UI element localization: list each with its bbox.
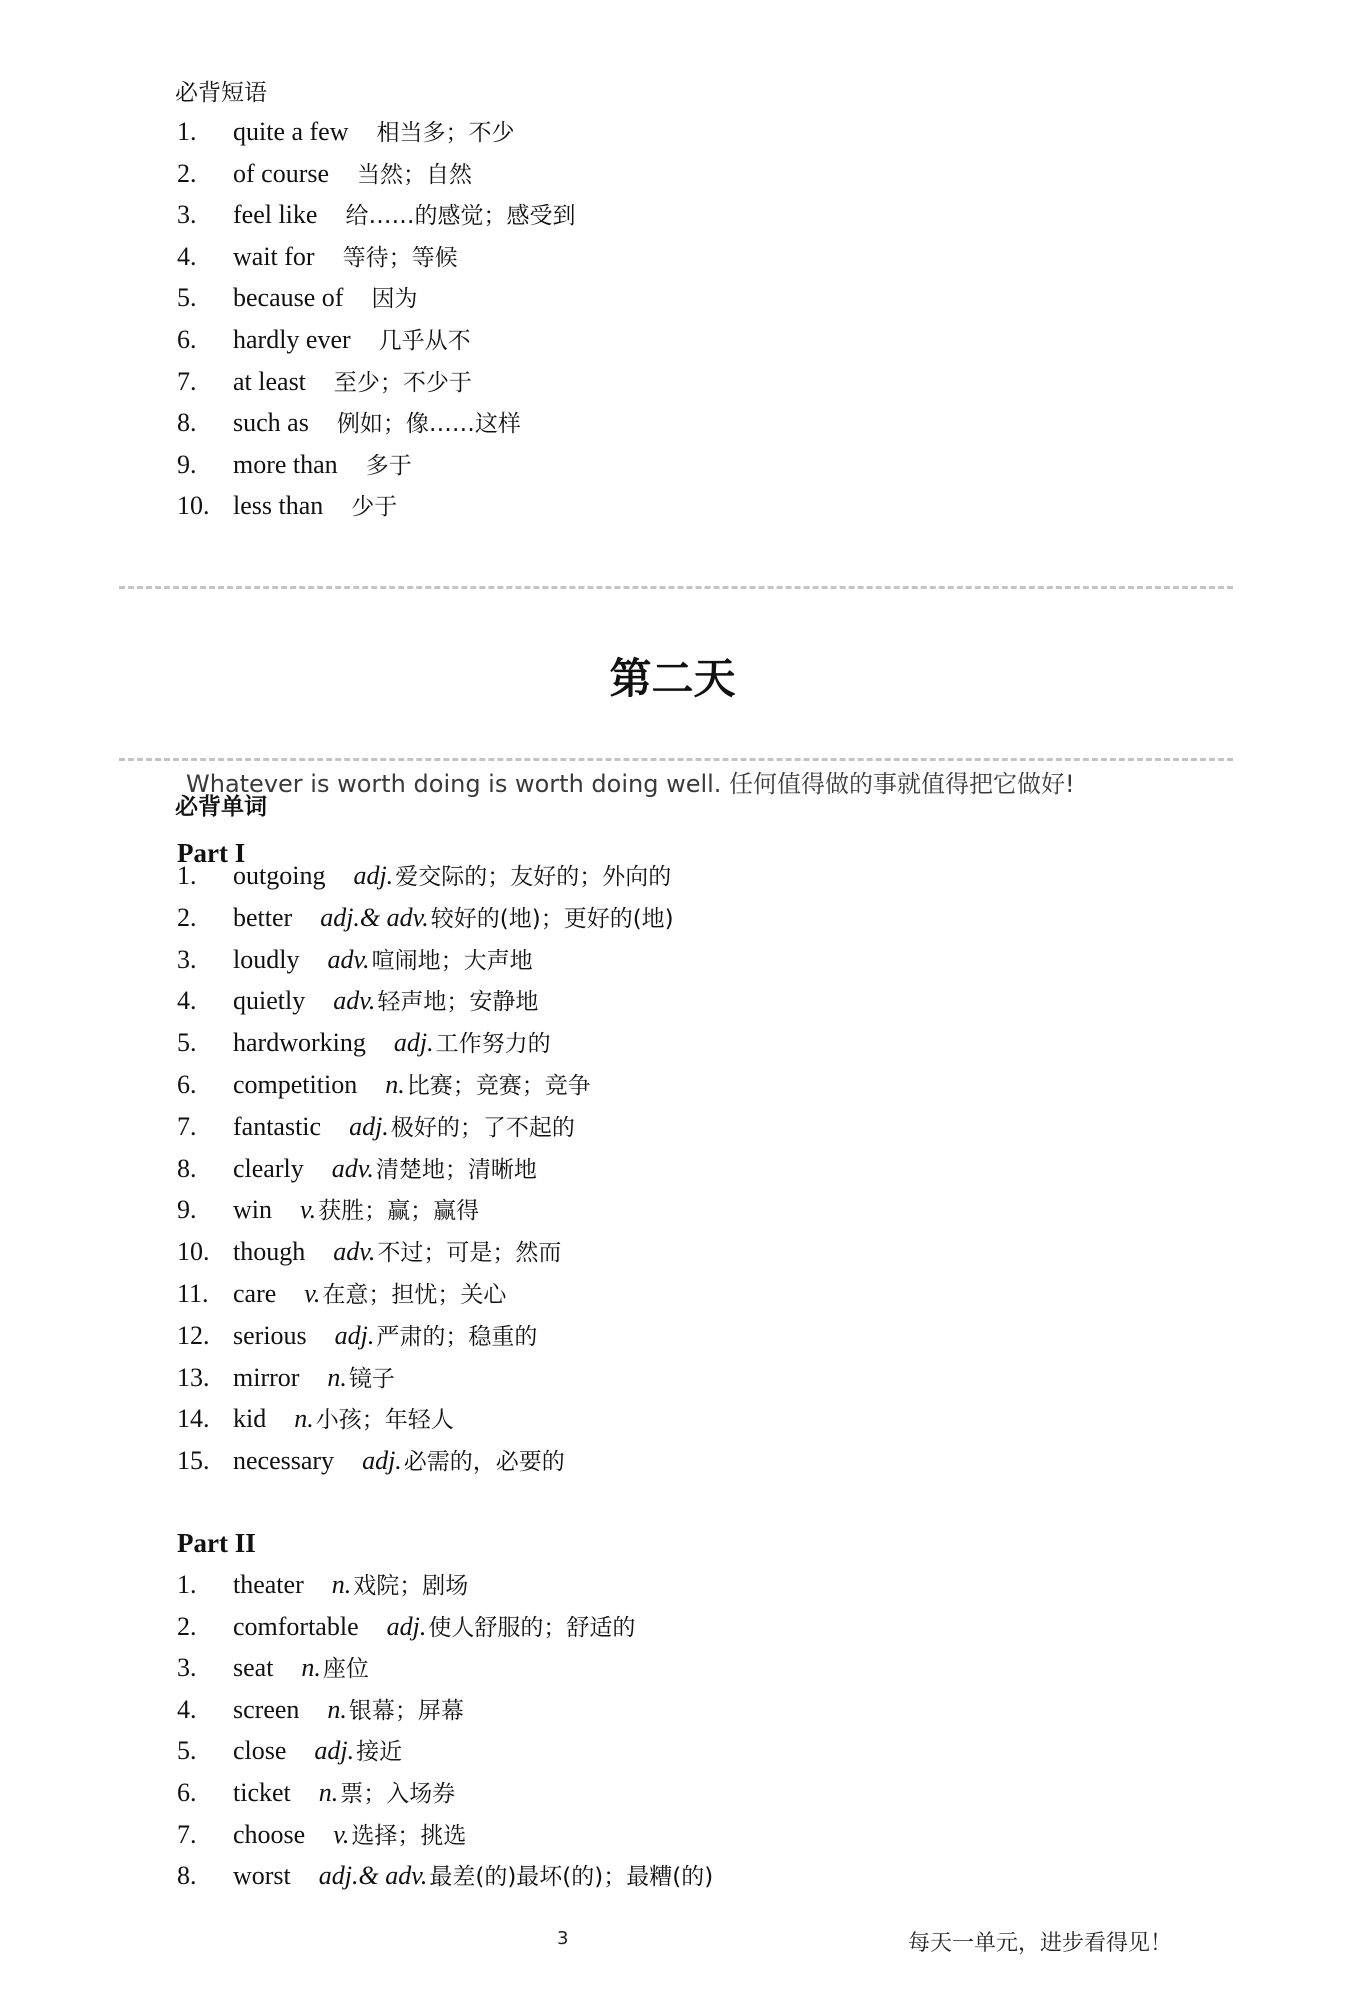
- list-item: [177, 1733, 402, 1775]
- item-number: 6.: [177, 325, 197, 354]
- item-term: of course: [233, 158, 330, 188]
- item-meaning: 接近: [356, 1739, 403, 1766]
- item-part-of-speech: adv.: [327, 944, 370, 974]
- item-number: 12.: [177, 1320, 210, 1350]
- item-number: 10.: [177, 491, 210, 521]
- list-item: [177, 114, 515, 156]
- list-item: [177, 1609, 635, 1651]
- item-number: 3.: [177, 944, 197, 974]
- item-part-of-speech: adj.: [334, 1320, 375, 1350]
- item-number: 3.: [177, 1653, 197, 1683]
- item-term: competition: [233, 1070, 358, 1099]
- list-item: [177, 364, 472, 406]
- item-term: better: [233, 902, 293, 932]
- item-number: 4.: [177, 1694, 197, 1724]
- item-meaning: 因为: [371, 286, 418, 313]
- list-item: [177, 239, 458, 281]
- item-meaning: 极好的；了不起的: [390, 1114, 575, 1141]
- list-item: [177, 322, 471, 364]
- list-item: [177, 1025, 551, 1067]
- item-number: 6.: [177, 1070, 197, 1099]
- item-meaning: 当然；自然: [357, 161, 473, 188]
- list-item: [177, 447, 412, 489]
- list-item: [177, 1192, 479, 1234]
- item-part-of-speech: adj.: [353, 861, 394, 890]
- list-item: [177, 1858, 713, 1900]
- item-term: serious: [233, 1320, 307, 1350]
- item-part-of-speech: adv.: [333, 986, 376, 1016]
- item-meaning: 必需的，必要的: [403, 1449, 565, 1476]
- item-term: seat: [233, 1653, 274, 1683]
- list-item: [177, 858, 671, 900]
- item-number: 9.: [177, 449, 197, 479]
- item-meaning: 比赛；竞赛；竞争: [406, 1073, 591, 1099]
- list-item: [177, 1443, 565, 1485]
- item-meaning: 小孩；年轻人: [315, 1407, 454, 1434]
- item-number: 1.: [177, 861, 197, 890]
- item-number: 5.: [177, 1736, 197, 1766]
- item-number: 10.: [177, 1237, 210, 1267]
- item-part-of-speech: n.: [327, 1362, 347, 1392]
- item-meaning: 获胜；赢；赢得: [318, 1198, 480, 1225]
- item-number: 15.: [177, 1446, 210, 1476]
- item-number: 1.: [177, 117, 197, 146]
- item-term: close: [233, 1736, 287, 1766]
- item-number: 8.: [177, 1153, 197, 1183]
- list-item: [177, 1360, 395, 1402]
- item-part-of-speech: v.: [304, 1279, 321, 1308]
- item-meaning: 银幕；屏幕: [348, 1697, 464, 1724]
- list-item: [177, 1401, 454, 1443]
- item-term: quietly: [233, 986, 306, 1016]
- item-term: screen: [233, 1694, 300, 1724]
- list-item: [177, 900, 674, 942]
- item-part-of-speech: adj.: [362, 1446, 402, 1476]
- item-term: ticket: [233, 1778, 291, 1807]
- item-term: worst: [233, 1861, 291, 1891]
- item-part-of-speech: n.: [294, 1404, 314, 1434]
- list-item: [177, 1318, 537, 1360]
- item-part-of-speech: n.: [331, 1570, 352, 1599]
- item-meaning: 最差(的)最坏(的)；最糟(的): [429, 1864, 714, 1891]
- item-part-of-speech: v.: [300, 1195, 317, 1225]
- list-item: [177, 1151, 537, 1193]
- item-number: 11.: [177, 1279, 209, 1308]
- item-part-of-speech: adv.: [333, 1237, 376, 1267]
- item-part-of-speech: adj.& adv.: [320, 902, 429, 932]
- item-meaning: 使人舒服的；舒适的: [428, 1614, 636, 1641]
- item-number: 6.: [177, 1778, 197, 1807]
- item-number: 7.: [177, 1111, 197, 1141]
- item-meaning: 清楚地；清晰地: [375, 1156, 537, 1183]
- item-term: fantastic: [233, 1111, 322, 1141]
- item-part-of-speech: adv.: [331, 1153, 374, 1183]
- words-heading: 必背单词: [175, 794, 267, 820]
- item-term: wait for: [233, 241, 315, 271]
- item-number: 7.: [177, 1819, 197, 1849]
- item-meaning: 多于: [365, 452, 412, 479]
- list-item: [177, 405, 521, 447]
- item-term: such as: [233, 408, 309, 438]
- item-part-of-speech: adj.: [314, 1736, 355, 1766]
- phrases-heading: 必背短语: [175, 80, 267, 106]
- item-term: though: [233, 1237, 306, 1267]
- item-part-of-speech: adj.& adv.: [318, 1861, 428, 1891]
- item-meaning: 工作努力的: [435, 1031, 551, 1058]
- item-part-of-speech: n.: [318, 1778, 339, 1807]
- list-item: [177, 280, 417, 322]
- item-meaning: 喧闹地；大声地: [371, 947, 533, 974]
- item-meaning: 严肃的；稳重的: [376, 1323, 538, 1350]
- item-meaning: 在意；担忧；关心: [322, 1282, 507, 1308]
- list-item: [177, 1567, 468, 1609]
- item-number: 8.: [177, 408, 197, 438]
- item-term: less than: [233, 491, 324, 521]
- item-meaning: 镜子: [348, 1365, 395, 1392]
- item-term: theater: [233, 1570, 304, 1599]
- item-part-of-speech: n.: [385, 1070, 405, 1099]
- item-meaning: 较好的(地)；更好的(地): [430, 905, 674, 932]
- list-item: [177, 197, 575, 239]
- dashed-divider: [119, 586, 1233, 589]
- item-term: win: [233, 1195, 272, 1225]
- list-item: [177, 1692, 464, 1734]
- item-term: mirror: [233, 1362, 300, 1392]
- item-term: hardworking: [233, 1028, 366, 1058]
- item-number: 2.: [177, 158, 197, 188]
- item-part-of-speech: n.: [301, 1653, 321, 1683]
- list-item: [177, 1109, 575, 1151]
- item-number: 4.: [177, 241, 197, 271]
- item-term: feel like: [233, 200, 318, 230]
- item-term: loudly: [233, 944, 300, 974]
- item-number: 2.: [177, 1611, 197, 1641]
- item-part-of-speech: adj.: [393, 1028, 434, 1058]
- list-item: [177, 488, 397, 530]
- item-meaning: 戏院；剧场: [353, 1573, 469, 1599]
- motto-quote: Whatever is worth doing is worth doing well. 任何值得做的事就值得把它做好!: [186, 770, 1075, 798]
- part-1-label: Part I: [177, 838, 246, 868]
- item-part-of-speech: v.: [333, 1819, 350, 1849]
- item-number: 8.: [177, 1861, 197, 1891]
- item-meaning: 少于: [351, 494, 398, 521]
- item-number: 13.: [177, 1362, 210, 1392]
- list-item: [177, 1067, 591, 1109]
- item-meaning: 几乎从不: [378, 328, 471, 354]
- item-number: 5.: [177, 283, 197, 313]
- list-item: [177, 983, 538, 1025]
- day-title: 第二天: [609, 654, 736, 703]
- item-number: 1.: [177, 1570, 197, 1599]
- item-term: necessary: [233, 1446, 335, 1476]
- list-item: [177, 942, 533, 984]
- item-part-of-speech: n.: [327, 1694, 347, 1724]
- item-number: 5.: [177, 1028, 197, 1058]
- list-item: [177, 156, 472, 198]
- item-number: 7.: [177, 366, 197, 396]
- item-term: more than: [233, 449, 338, 479]
- item-meaning: 至少；不少于: [333, 369, 472, 396]
- item-term: comfortable: [233, 1611, 359, 1641]
- list-item: [177, 1234, 561, 1276]
- item-term: choose: [233, 1819, 306, 1849]
- item-term: because of: [233, 283, 344, 313]
- item-term: kid: [233, 1404, 267, 1434]
- page-number: 3: [557, 1928, 569, 1949]
- footer-slogan: 每天一单元，进步看得见！: [908, 1931, 1173, 1956]
- list-item: [177, 1650, 369, 1692]
- item-term: care: [233, 1279, 277, 1308]
- item-meaning: 座位: [322, 1656, 369, 1683]
- item-meaning: 不过；可是；然而: [377, 1240, 562, 1267]
- item-number: 14.: [177, 1404, 210, 1434]
- dashed-divider: [119, 758, 1233, 761]
- item-meaning: 例如；像……这样: [336, 411, 521, 438]
- item-meaning: 选择；挑选: [351, 1822, 467, 1849]
- item-number: 2.: [177, 902, 197, 932]
- list-item: [177, 1775, 455, 1817]
- item-term: clearly: [233, 1153, 304, 1183]
- item-meaning: 票；入场券: [340, 1781, 456, 1807]
- item-number: 4.: [177, 986, 197, 1016]
- item-meaning: 给……的感觉；感受到: [345, 203, 576, 230]
- item-term: hardly ever: [233, 325, 351, 354]
- part-2-label: Part II: [177, 1528, 256, 1558]
- item-part-of-speech: adj.: [349, 1111, 389, 1141]
- item-meaning: 等待；等候: [342, 244, 458, 271]
- item-part-of-speech: adj.: [386, 1611, 427, 1641]
- item-term: at least: [233, 366, 306, 396]
- item-meaning: 爱交际的；友好的；外向的: [395, 864, 672, 890]
- list-item: [177, 1817, 466, 1859]
- item-meaning: 相当多；不少: [376, 120, 515, 146]
- item-meaning: 轻声地；安静地: [377, 989, 539, 1016]
- list-item: [177, 1276, 506, 1318]
- item-term: quite a few: [233, 117, 349, 146]
- item-number: 3.: [177, 200, 197, 230]
- item-number: 9.: [177, 1195, 197, 1225]
- item-term: outgoing: [233, 861, 326, 890]
